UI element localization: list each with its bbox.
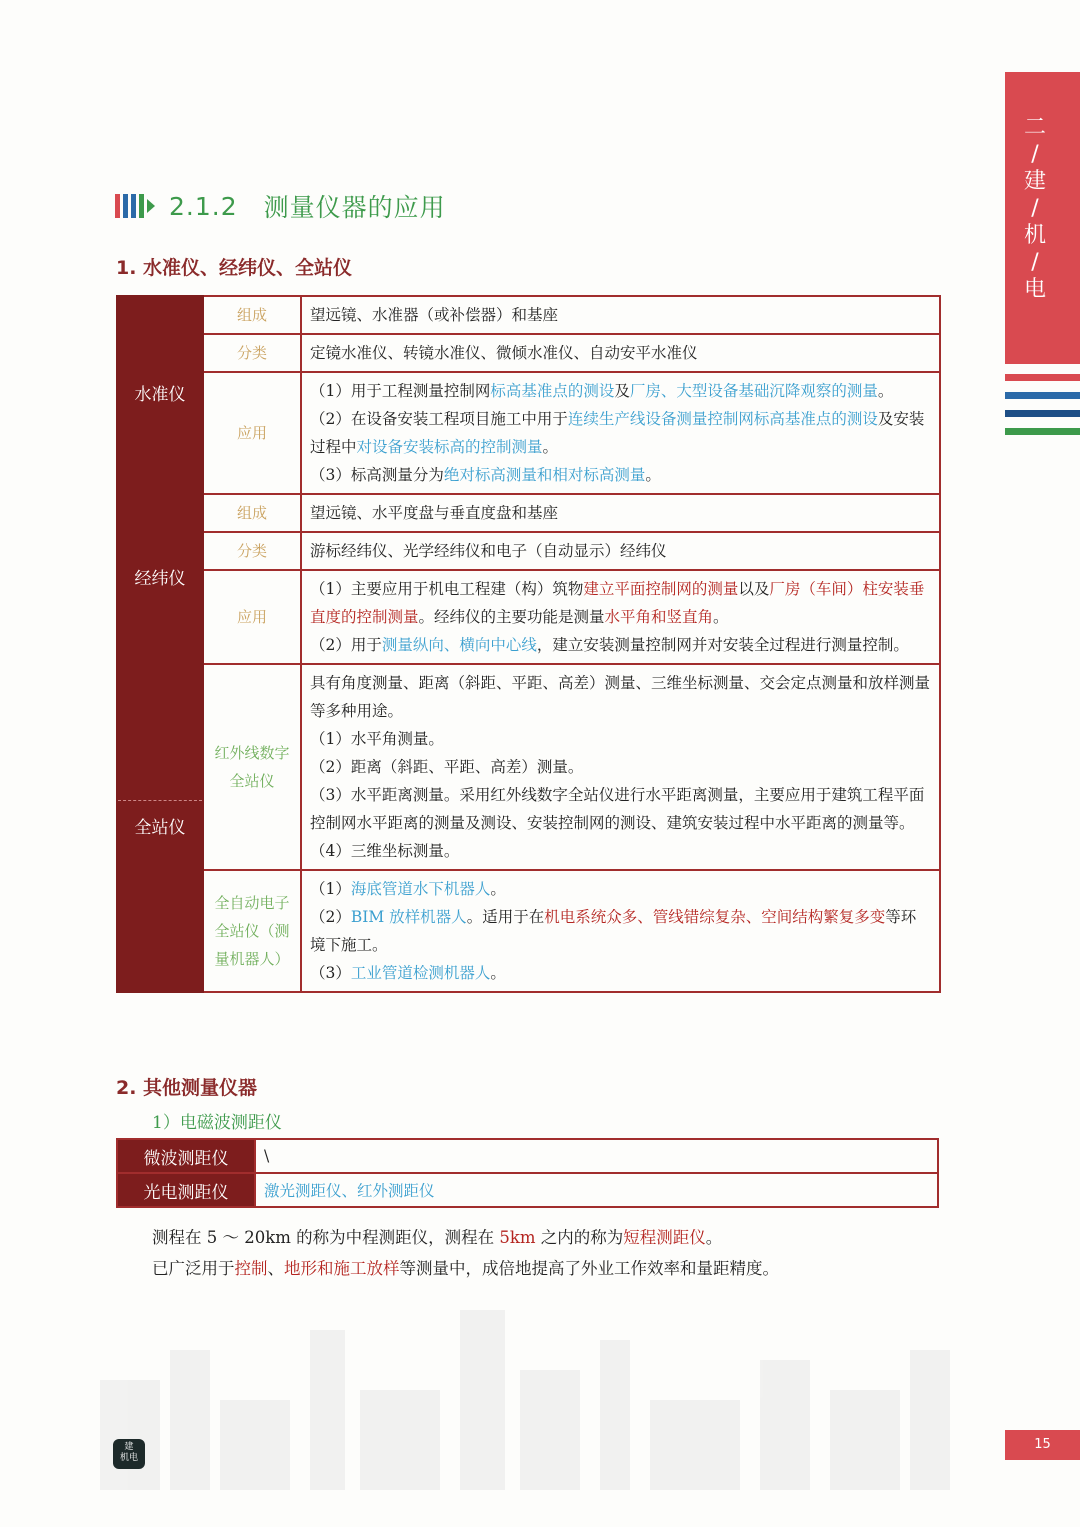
section-title: 测量仪器的应用 bbox=[263, 193, 446, 222]
usage-paragraph: 已广泛用于控制、地形和施工放样等测量中，成倍地提高了外业工作效率和量距精度。 bbox=[152, 1259, 779, 1278]
decor-stripe-green bbox=[1005, 428, 1080, 435]
category-divider bbox=[118, 800, 202, 801]
distance-meter-table bbox=[116, 1138, 939, 1208]
side-tab-char: 建 bbox=[1023, 169, 1046, 194]
range-paragraph: 测程在 5 ～ 20km 的称为中程测距仪，测程在 5km 之内的称为短程测距仪。 bbox=[152, 1228, 723, 1247]
section-bars-icon bbox=[115, 194, 155, 218]
page-number: 15 bbox=[1005, 1430, 1080, 1460]
ir-total-station-label: 红外线数字全站仪 bbox=[203, 664, 301, 870]
theodolite-composition: 望远镜、水平度盘与垂直度盘和基座 bbox=[301, 494, 940, 532]
distance-row-label: 微波测距仪 bbox=[117, 1139, 255, 1173]
section-heading bbox=[115, 188, 446, 224]
theodolite-class-label: 分类 bbox=[203, 532, 301, 570]
theodolite-app-label: 应用 bbox=[203, 570, 301, 664]
distance-row-value: \ bbox=[255, 1139, 938, 1173]
section-number: 2.1.2 bbox=[169, 191, 238, 221]
theodolite-category: 经纬仪 bbox=[117, 494, 203, 664]
ir-total-station-uses: 具有角度测量、距离（斜距、平距、高差）测量、三维坐标测量、交会定点测量和放样测量等多种用途。 （1）水平角测量。 （2）距离（斜距、平距、高差）测量。 （3）水平距离测量。采用红外线数字全站仪进行水平距离测量，主要应用于建筑工程平面控制网水平距离的测量及测设、安装控制网的测设、建筑安装过程中水平距离的测量等。 （4）三维坐标测量。 bbox=[301, 664, 940, 870]
auto-total-station-label: 全自动电子全站仪（测量机器人） bbox=[203, 870, 301, 992]
level-category: 水准仪 bbox=[117, 296, 203, 494]
publisher-logo: 建 机电 bbox=[113, 1439, 145, 1469]
subsection-title-2: 2. 其他测量仪器 bbox=[116, 1077, 258, 1099]
decor-stripe-blue bbox=[1005, 392, 1080, 399]
side-tab-char: / bbox=[1031, 196, 1039, 221]
total-station-category: 全站仪 bbox=[117, 664, 203, 992]
instrument-table bbox=[116, 295, 941, 993]
level-composition: 望远镜、水准器（或补偿器）和基座 bbox=[301, 296, 940, 334]
theodolite-classes: 游标经纬仪、光学经纬仪和电子（自动显示）经纬仪 bbox=[301, 532, 940, 570]
side-tab-char: / bbox=[1031, 250, 1039, 275]
level-applications: （1）用于工程测量控制网标高基准点的测设及厂房、大型设备基础沉降观察的测量。 （2）在设备安装工程项目施工中用于连续生产线设备测量控制网标高基准点的测设及安装过程中对设备安装标高的控制测量。 （3）标高测量分为绝对标高测量和相对标高测量。 bbox=[301, 372, 940, 494]
distance-row-label: 光电测距仪 bbox=[117, 1173, 255, 1207]
side-tab-char: / bbox=[1031, 142, 1039, 167]
level-app-label: 应用 bbox=[203, 372, 301, 494]
decor-stripe-navy bbox=[1005, 410, 1080, 417]
theodolite-composition-label: 组成 bbox=[203, 494, 301, 532]
chapter-side-tab bbox=[1005, 72, 1080, 364]
level-composition-label: 组成 bbox=[203, 296, 301, 334]
subsection-title: 1. 水准仪、经纬仪、全站仪 bbox=[116, 257, 353, 279]
city-skyline-background bbox=[90, 1290, 990, 1490]
side-tab-char: 机 bbox=[1023, 223, 1046, 248]
decor-stripe-red bbox=[1005, 374, 1080, 381]
side-tab-char: 二 bbox=[1023, 115, 1046, 140]
item-title: 1）电磁波测距仪 bbox=[152, 1113, 282, 1133]
auto-total-station-uses: （1）海底管道水下机器人。 （2）BIM 放样机器人。适用于在机电系统众多、管线错综复杂、空间结构繁复多变等环境下施工。 （3）工业管道检测机器人。 bbox=[301, 870, 940, 992]
side-tab-char: 电 bbox=[1023, 277, 1046, 302]
theodolite-applications: （1）主要应用于机电工程建（构）筑物建立平面控制网的测量以及厂房（车间）柱安装垂直度的控制测量。经纬仪的主要功能是测量水平角和竖直角。 （2）用于测量纵向、横向中心线，建立安装测量控制网并对安装全过程进行测量控制。 bbox=[301, 570, 940, 664]
distance-row-value: 激光测距仪、红外测距仪 bbox=[255, 1173, 938, 1207]
level-classes: 定镜水准仪、转镜水准仪、微倾水准仪、自动安平水准仪 bbox=[301, 334, 940, 372]
level-class-label: 分类 bbox=[203, 334, 301, 372]
